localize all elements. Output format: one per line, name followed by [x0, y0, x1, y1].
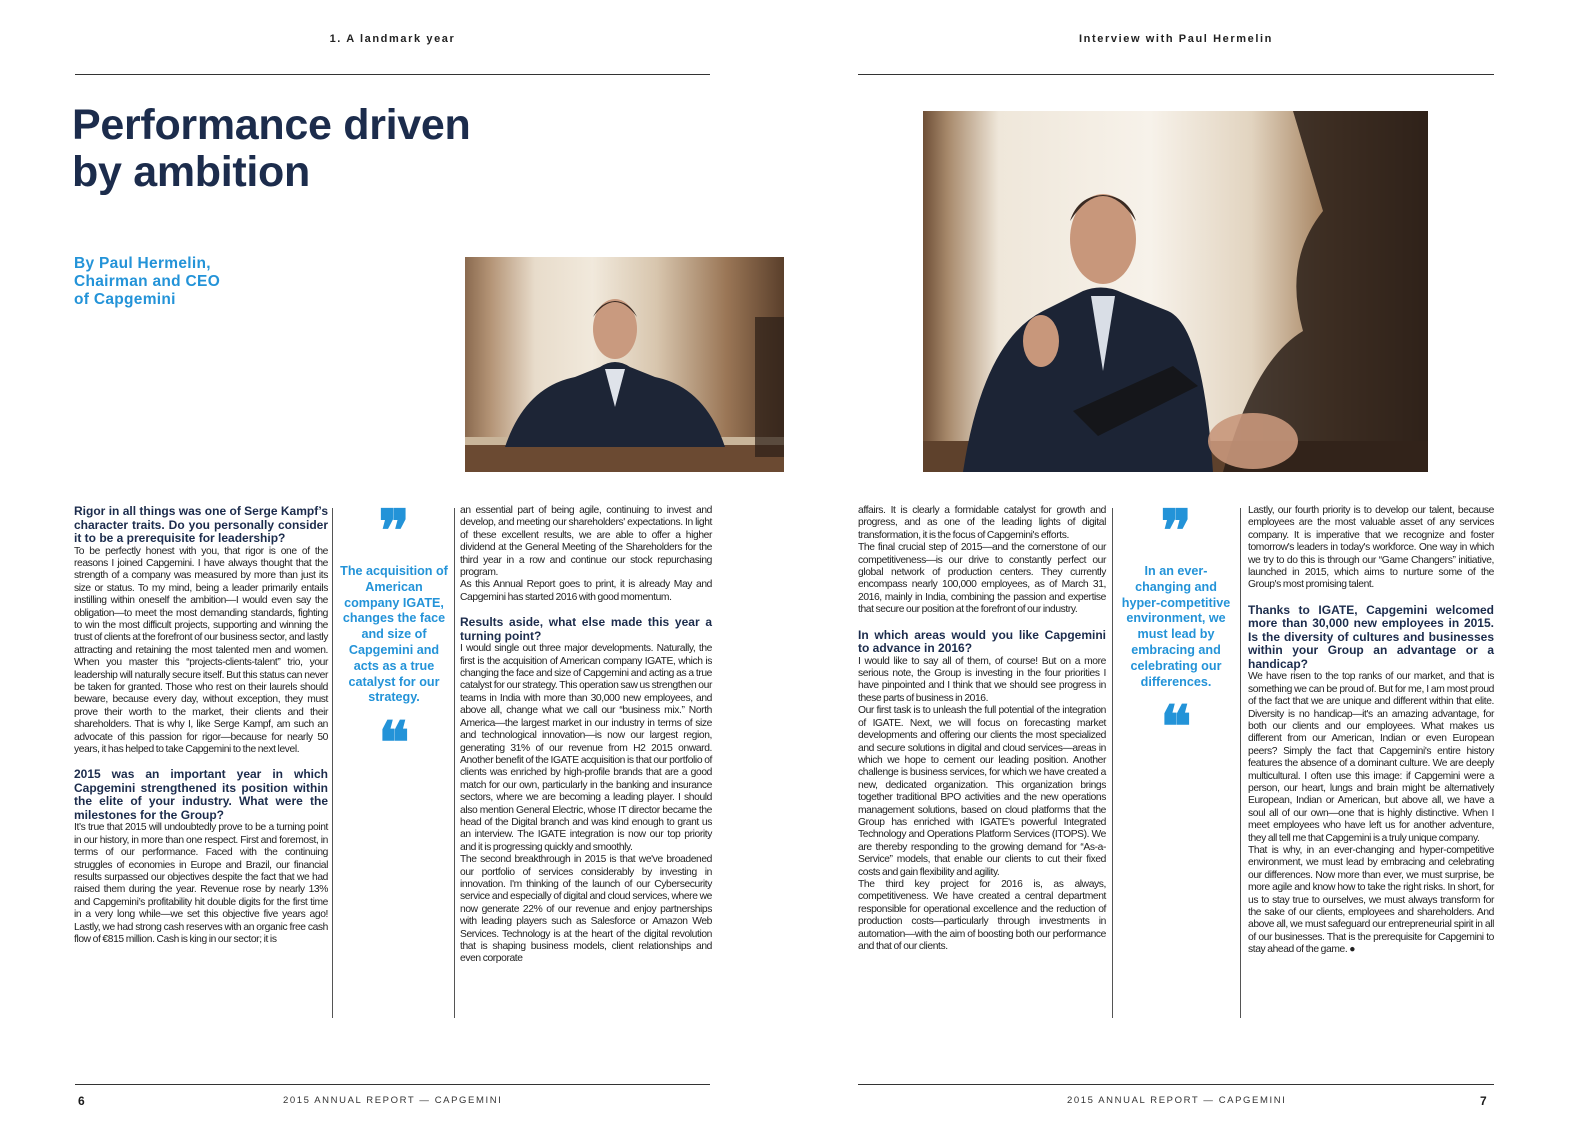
column-divider [454, 508, 455, 1018]
interview-answer: an essential part of being agile, continuing to invest and develop, and meeting our shareholders' expectations. In light of these excellent results, we are able to offer a higher dividend at the General Meeting of the Shareholders for the third year in a row and continue our stock repurchasing program. [460, 505, 712, 579]
interview-question: In which areas would you like Capgemini to advance in 2016? [858, 627, 1106, 656]
photo-hermelin-seated [465, 257, 784, 472]
interview-answer: We have risen to the top ranks of our market, and that is something we can be proud of. But for me, I am most proud of the fact that we are unique and different within that elite. Diversity is no handicap—it's an amazing advantage, for both our clients and our employees. What makes us different from our American, Indian or even European peers? Simply the fact that Capgemini's entire history features the absence of a dominant culture. We are deeply multicultural. I often use this image: if Capgemini were a person, our heart, lungs and brain might be alternatively European, Indian or American, but above all, we have a soul all of our own—one that is highly distinctive. When I meet employees who have left us for another adventure, they all tell me that Capgemini is a truly unique company. [1248, 671, 1494, 844]
interview-question: Thanks to IGATE, Capgemini welcomed more than 30,000 new employees in 2015. Is the diversity of cultures and businesses within your Group an advantage or a handicap? [1248, 602, 1494, 671]
footer-divider [858, 1084, 1494, 1085]
running-head-left: 1. A landmark year [329, 33, 456, 45]
interview-answer: Our first task is to unleash the full potential of the integration of IGATE. Next, we will focus on forecasting market developments and offering our clients the most specialized and secure solutions in digital and cloud services—areas in which we hope to cement our leading position. Another challenge is business services, for which we have created a new, dedicated organization. This organization brings together traditional BPO activities and the new operations management solutions, based on cloud platforms that the Group has enriched with IGATE's powerful Integrated Technology and Operations Platform Services (ITOPS). We are thereby responding to the growing demand for “As-a-Service” models, that enable our clients to cut their fixed costs and gain flexibility and agility. [858, 705, 1106, 878]
interview-answer: I would like to say all of them, of course! But on a more serious note, the Group is investing in the four priorities I have pinpointed and I think that we should see progress in these parts of business in 2016. [858, 655, 1106, 704]
interview-answer: The third key project for 2016 is, as always, competitiveness. We have created a central department responsible for operational excellence and the reduction of production costs—particularly through investments in automation—with the aim of boosting both our performance and that of our clients. [858, 878, 1106, 952]
close-quote-icon: ❝ [378, 709, 410, 778]
interview-answer: I would single out three major developments. Naturally, the first is the acquisition of American company IGATE, which is changing the face and size of Capgemini and acting as a true catalyst for our strategy. This operation saw us strengthen our teams in India with more than 30,000 new employees, and above all, change what we call our “business mix.” North America—the largest market in our industry in terms of size and technological innovation—is now our largest region, generating 31% of our revenue from H2 2015 onward. Another benefit of the IGATE acquisition is that our portfolio of clients was enriched by high-profile brands that are a good match for our own, particularly in the banking and insurance sectors, where we are becoming a leading player. I should also mention General Electric, whose IT director became the head of the Digital branch and was kind enough to grant us an interview. The IGATE integration is now our top priority and it is progressing quickly and smoothly. [460, 643, 712, 853]
byline [74, 255, 220, 309]
interview-answer: The final crucial step of 2015—and the cornerstone of our competitiveness—is our drive to constantly perfect our global network of production centers. They currently encompass nearly 100,000 employees, as of March 31, 2016, mainly in India, combining the passion and expertise that secure our position at the forefront of our industry. [858, 542, 1106, 616]
pull-quote-text: The acquisition of American company IGATE, changes the face and size of Capgemini and acts as a true catalyst for our strategy. [340, 564, 448, 705]
right-column-2 [1248, 505, 1494, 957]
close-quote-icon: ❝ [1160, 693, 1192, 762]
left-column-2 [460, 505, 712, 966]
right-column-1 [858, 505, 1106, 953]
running-head-right: Interview with Paul Hermelin [1079, 33, 1273, 45]
header-divider [75, 74, 710, 75]
byline-line: By Paul Hermelin, [74, 255, 211, 272]
page-number: 7 [1480, 1094, 1487, 1108]
article-title [72, 102, 470, 196]
title-line: Performance driven [72, 101, 471, 149]
title-line: by ambition [72, 148, 310, 196]
open-quote-icon: ❞ [378, 497, 410, 565]
pull-quote-right [1118, 497, 1234, 762]
header-divider [858, 74, 1494, 75]
byline-line: Chairman and CEO [74, 273, 221, 290]
interview-answer: The second breakthrough in 2015 is that we've broadened our portfolio of services considerably by investing in innovation. I'm thinking of the launch of our Cybersecurity service and especially of digital and cloud services, where we now generate 22% of our revenue and enjoy partnerships with leading players such as Salesforce or Amazon Web Services. Technology is at the heart of the digital revolution that is shaping business models, client relationships and even corporate [460, 854, 712, 965]
footer-title: 2015 ANNUAL REPORT — CAPGEMINI [1067, 1095, 1287, 1106]
interview-question: 2015 was an important year in which Capgemini strengthened its position within the elite of your industry. What were the milestones for the Group? [74, 767, 328, 822]
column-divider [1240, 508, 1241, 1018]
interview-answer: To be perfectly honest with you, that rigor is one of the reasons I joined Capgemini. I have always thought that the strength of a company was measured by more than just its size or status. To my mind, being a leader primarily entails instilling within oneself the ambition—I would even say the obligation—to meet the most demanding standards, fighting to win the most difficult projects, supporting and winning the trust of clients at the forefront of our business sector, and lastly attracting and retaining the most talented men and women. When you master this “projects-clients-talent” trio, your leadership will naturally secure itself. But this status can never be taken for granted. Those who rest on their laurels should beware, because every day, without exception, they must prove their worth to the market, their clients and their shareholders. That is why I, like Serge Kampf, am such an advocate of this passion for rigor—because for nearly 50 years, it has helped to take Capgemini to the next level. [74, 545, 328, 755]
footer-title: 2015 ANNUAL REPORT — CAPGEMINI [283, 1095, 503, 1106]
interview-answer: That is why, in an ever-changing and hyper-competitive environment, we must lead by embracing and celebrating our differences. Now more than ever, we must surprise, be more agile and know how to take the right risks. In short, for us to stay true to ourselves, we must always transform for the sake of our clients, employees and shareholders. And above all, we must safeguard our entrepreneurial spirit in all of our businesses. That is the prerequisite for Capgemini to stay ahead of the game. ● [1248, 845, 1494, 956]
page-number: 6 [78, 1094, 85, 1108]
interview-answer: Lastly, our fourth priority is to develop our talent, because employees are the most valuable asset of any services company. It is imperative that we recognize and foster tomorrow's leaders in today's workforce. One way in which we try to do this is through our “Game Changers” initiative, launched in 2015, which aims to nurture some of the Group's most promising talent. [1248, 505, 1494, 591]
interview-answer: As this Annual Report goes to print, it is already May and Capgemini has started 2016 with good momentum. [460, 579, 712, 603]
column-divider [1112, 508, 1113, 1018]
photo-hermelin-gesturing [923, 111, 1428, 472]
left-column-1 [74, 505, 328, 946]
column-divider [332, 508, 333, 1018]
interview-answer: affairs. It is clearly a formidable catalyst for growth and progress, and as one of the leading lights of digital transformation, it is the focus of Capgemini's efforts. [858, 505, 1106, 541]
interview-question: Rigor in all things was one of Serge Kampf’s character traits. Do you personally consider it to be a prerequisite for leadership? [74, 504, 328, 545]
pull-quote-text: In an ever-changing and hyper-competitive environment, we must lead by embracing and celebrating our differences. [1121, 564, 1231, 689]
byline-line: of Capgemini [74, 291, 176, 308]
interview-answer: It’s true that 2015 will undoubtedly prove to be a turning point in our history, in more than one respect. First and foremost, in terms of our performance. Faced with the continuing struggles of economies in Europe and Brazil, our financial results surpassed our objectives despite the fact that we had raised them during the year. Revenue rose by nearly 13% and Capgemini’s profitability hit double digits for the first time in a very long while—we set this objective five years ago! Lastly, we had strong cash reserves with an organic free cash flow of €815 million. Cash is king in our sector; it is [74, 822, 328, 946]
pull-quote-left [340, 497, 448, 778]
interview-question: Results aside, what else made this year a turning point? [460, 615, 712, 643]
open-quote-icon: ❞ [1160, 497, 1192, 565]
footer-divider [75, 1084, 710, 1085]
